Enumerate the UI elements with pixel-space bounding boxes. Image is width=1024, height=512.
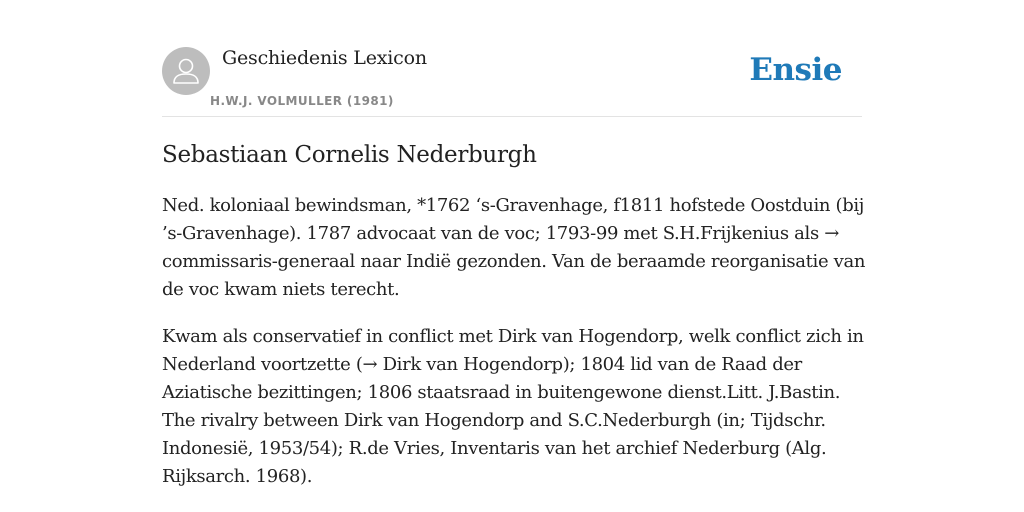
article-title: Sebastiaan Cornelis Nederburgh <box>162 142 537 168</box>
article-paragraph: Kwam als conservatief in conflict met Dirk van Hogendorp, welk conflict zich in Nederland voortzette (→ Dirk van Hogendorp); 1804 lid van de Raad der Aziatische bezittingen; 1806 staatsraad in buitengewone dienst.Litt. J.Bastin. The rivalry between Dirk van Hogendorp and S.C.Nederburgh (in; Tijdschr. Indonesië, 1953/54); R.de Vries, Inventaris van het archief Nederburg (Alg. Rijksarch. 1968). <box>162 326 864 487</box>
author-byline: H.W.J. VOLMULLER (1981) <box>210 94 394 108</box>
avatar[interactable] <box>162 47 210 95</box>
header <box>162 46 862 117</box>
brand-logo[interactable]: Ensie <box>749 52 842 88</box>
lexicon-name[interactable]: Geschiedenis Lexicon <box>222 47 427 69</box>
article-paragraph: Ned. koloniaal bewindsman, *1762 ‘s-Gravenhage, f1811 hofstede Oostduin (bij ’s-Gravenhage). 1787 advocaat van de voc; 1793-99 met S.H.Frijkenius als → commissaris-generaal naar Indië gezonden. Van de beraamde reorganisatie van de voc kwam niets terecht. <box>162 195 866 300</box>
user-icon <box>162 47 210 95</box>
article-body <box>162 192 872 510</box>
